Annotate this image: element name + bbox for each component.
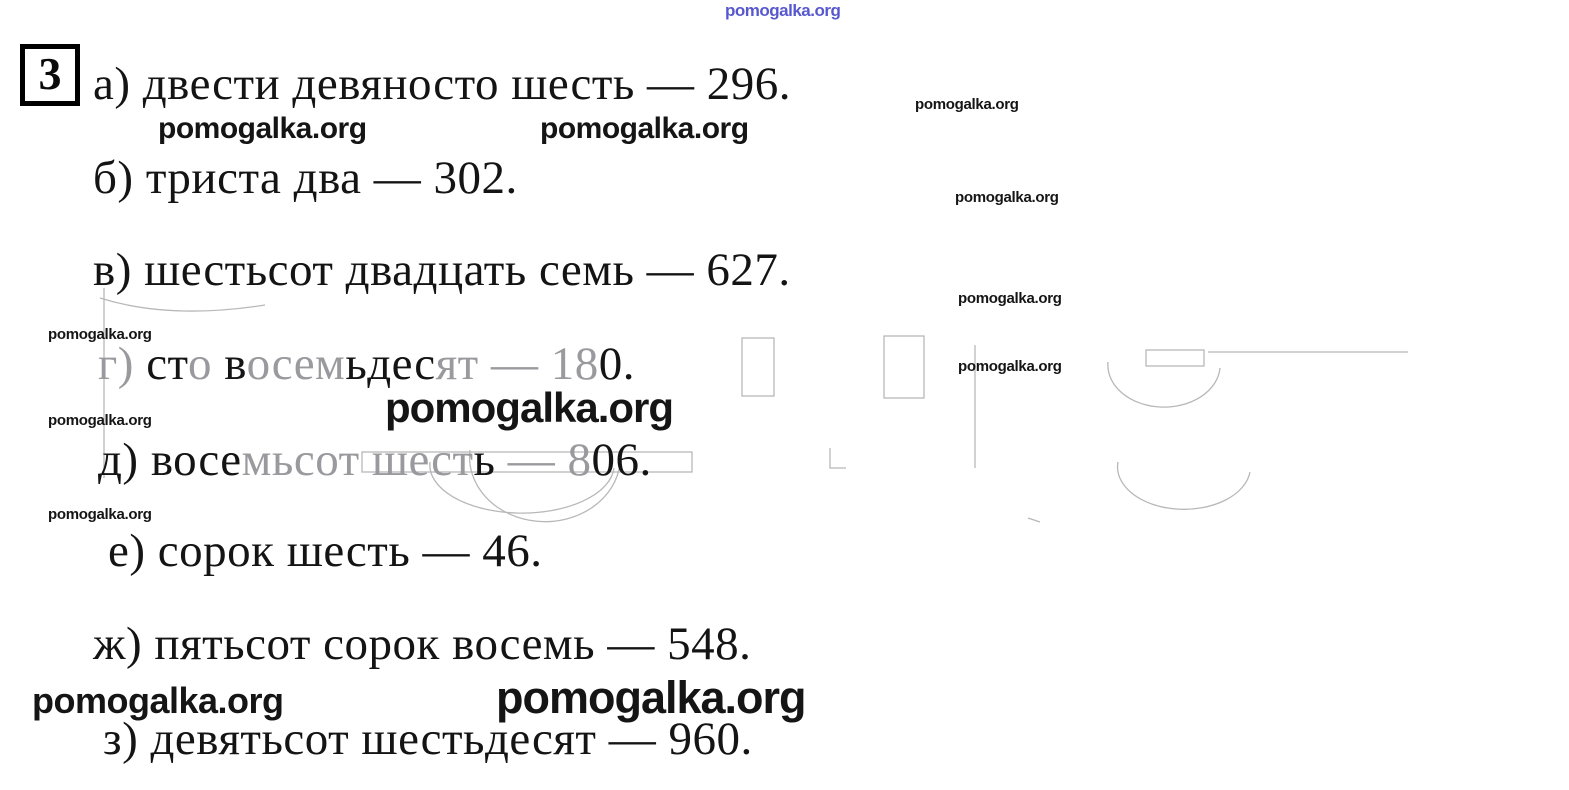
answer-text-segment: ьдес (345, 338, 436, 390)
watermark-small-6: pomogalka.org (48, 412, 152, 429)
answer-text-segment: ят — 1 (435, 338, 575, 390)
watermark-small-3: pomogalka.org (958, 290, 1062, 307)
site-watermark-top: pomogalka.org (725, 1, 841, 20)
watermark-bottom-center: pomogalka.org (496, 672, 806, 723)
watermark-bottom-left: pomogalka.org (32, 680, 284, 721)
answer-text-segment: 8 (574, 338, 599, 390)
answer-text-segment: е) сорок шесть — 46. (108, 525, 543, 577)
watermark-small-5: pomogalka.org (48, 326, 152, 343)
problem-number-box (20, 44, 80, 106)
watermark-small-1: pomogalka.org (915, 96, 1019, 113)
watermark-small-4: pomogalka.org (958, 358, 1062, 375)
answer-text-segment: в) шестьсот двадцать семь — 627. (93, 244, 791, 296)
answer-line-e (108, 524, 543, 578)
answer-text-segment: мьсот шест (241, 434, 474, 486)
answer-text-segment: ж) пятьсот сорок восемь — 548. (93, 618, 752, 670)
answer-text-segment: 0. (598, 338, 635, 390)
answer-text-segment: 06. (591, 434, 652, 486)
answer-text-segment: о (187, 338, 225, 390)
answer-line-b (93, 151, 518, 205)
answer-line-g (98, 337, 635, 391)
answer-text-segment: ь (473, 434, 496, 486)
answer-line-zh (93, 617, 751, 671)
answer-text-segment: а) двести девяносто шесть — 296. (93, 58, 792, 110)
answer-text-segment: з) девятьсот шестьдесят — 960. (103, 713, 753, 765)
watermark-small-2: pomogalka.org (955, 189, 1059, 206)
answer-line-v (93, 243, 791, 297)
answer-text-segment: ст (146, 338, 188, 390)
answer-text-segment: в (224, 338, 247, 390)
watermark-medium-1: pomogalka.org (158, 112, 367, 145)
answer-text-segment: д) восе (98, 434, 242, 486)
answer-text-segment: — 8 (495, 434, 592, 486)
answer-text-segment: осем (246, 338, 346, 390)
problem-number: 3 (38, 47, 62, 99)
answer-text-segment: г) (98, 338, 147, 390)
watermark-medium-2: pomogalka.org (540, 112, 749, 145)
answer-line-a (93, 57, 791, 111)
watermark-large-center: pomogalka.org (385, 384, 674, 431)
watermark-small-7: pomogalka.org (48, 506, 152, 523)
answer-line-d (98, 433, 652, 487)
answer-text-segment: б) триста два — 302. (93, 152, 518, 204)
